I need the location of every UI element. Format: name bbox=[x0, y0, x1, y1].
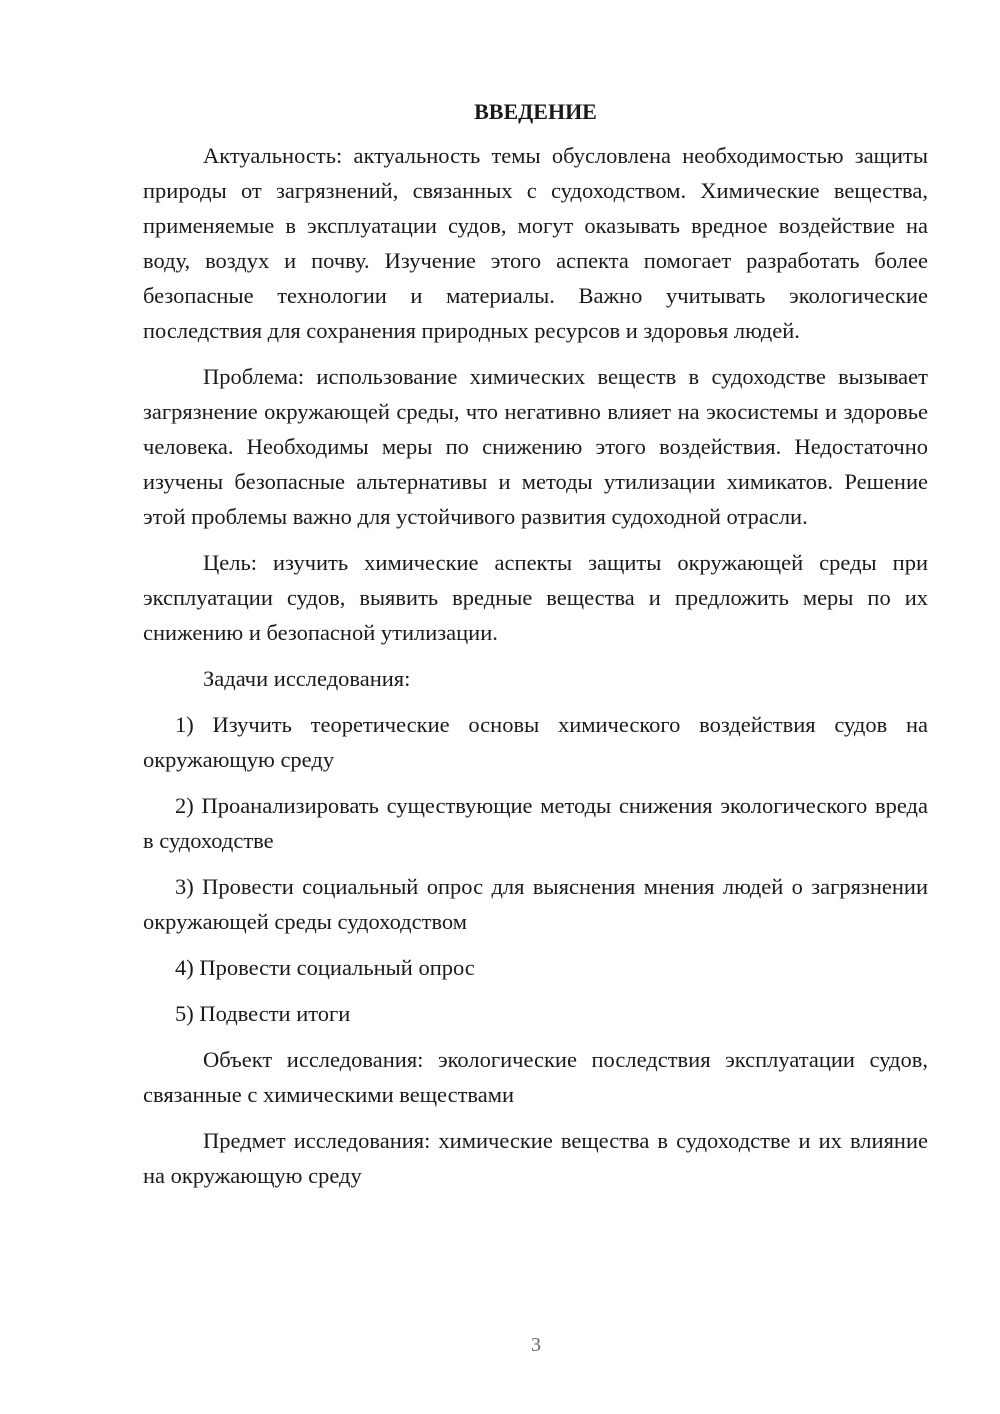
page-content bbox=[143, 96, 928, 1204]
paragraph-subject: Предмет исследования: химические вещества в судоходстве и их влияние на окружающую среду bbox=[143, 1128, 928, 1188]
paragraph-object: Объект исследования: экологические последствия эксплуатации судов, связанные с химическими веществами bbox=[143, 1047, 928, 1107]
section-title: ВВЕДЕНИЕ bbox=[474, 99, 597, 124]
paragraph-goal: Цель: изучить химические аспекты защиты окружающей среды при эксплуатации судов, выявить вредные вещества и предложить меры по их снижению и безопасной утилизации. bbox=[143, 550, 928, 645]
tasks-heading: Задачи исследования: bbox=[203, 666, 411, 691]
task-item-1: 1) Изучить теоретические основы химического воздействия судов на окружающую среду bbox=[143, 712, 928, 772]
task-item-4: 4) Провести социальный опрос bbox=[175, 955, 475, 980]
page-number: 3 bbox=[531, 1334, 541, 1356]
task-item-2: 2) Проанализировать существующие методы снижения экологического вреда в судоходстве bbox=[143, 793, 928, 853]
task-item-3: 3) Провести социальный опрос для выяснения мнения людей о загрязнении окружающей среды судоходством bbox=[143, 874, 928, 934]
task-item-5: 5) Подвести итоги bbox=[175, 1001, 351, 1026]
paragraph-relevance: Актуальность: актуальность темы обусловлена необходимостью защиты природы от загрязнений, связанных с судоходством. Химические вещества, применяемые в эксплуатации судов, могут оказывать вредное воздействие на воду, воздух и почву. Изучение этого аспекта помогает разработать более безопасные технологии и материалы. Важно учитывать экологические последствия для сохранения природных ресурсов и здоровья людей. bbox=[143, 143, 928, 343]
paragraph-problem: Проблема: использование химических веществ в судоходстве вызывает загрязнение окружающей среды, что негативно влияет на экосистемы и здоровье человека. Необходимы меры по снижению этого воздействия. Недостаточно изучены безопасные альтернативы и методы утилизации химикатов. Решение этой проблемы важно для устойчивого развития судоходной отрасли. bbox=[143, 364, 928, 529]
